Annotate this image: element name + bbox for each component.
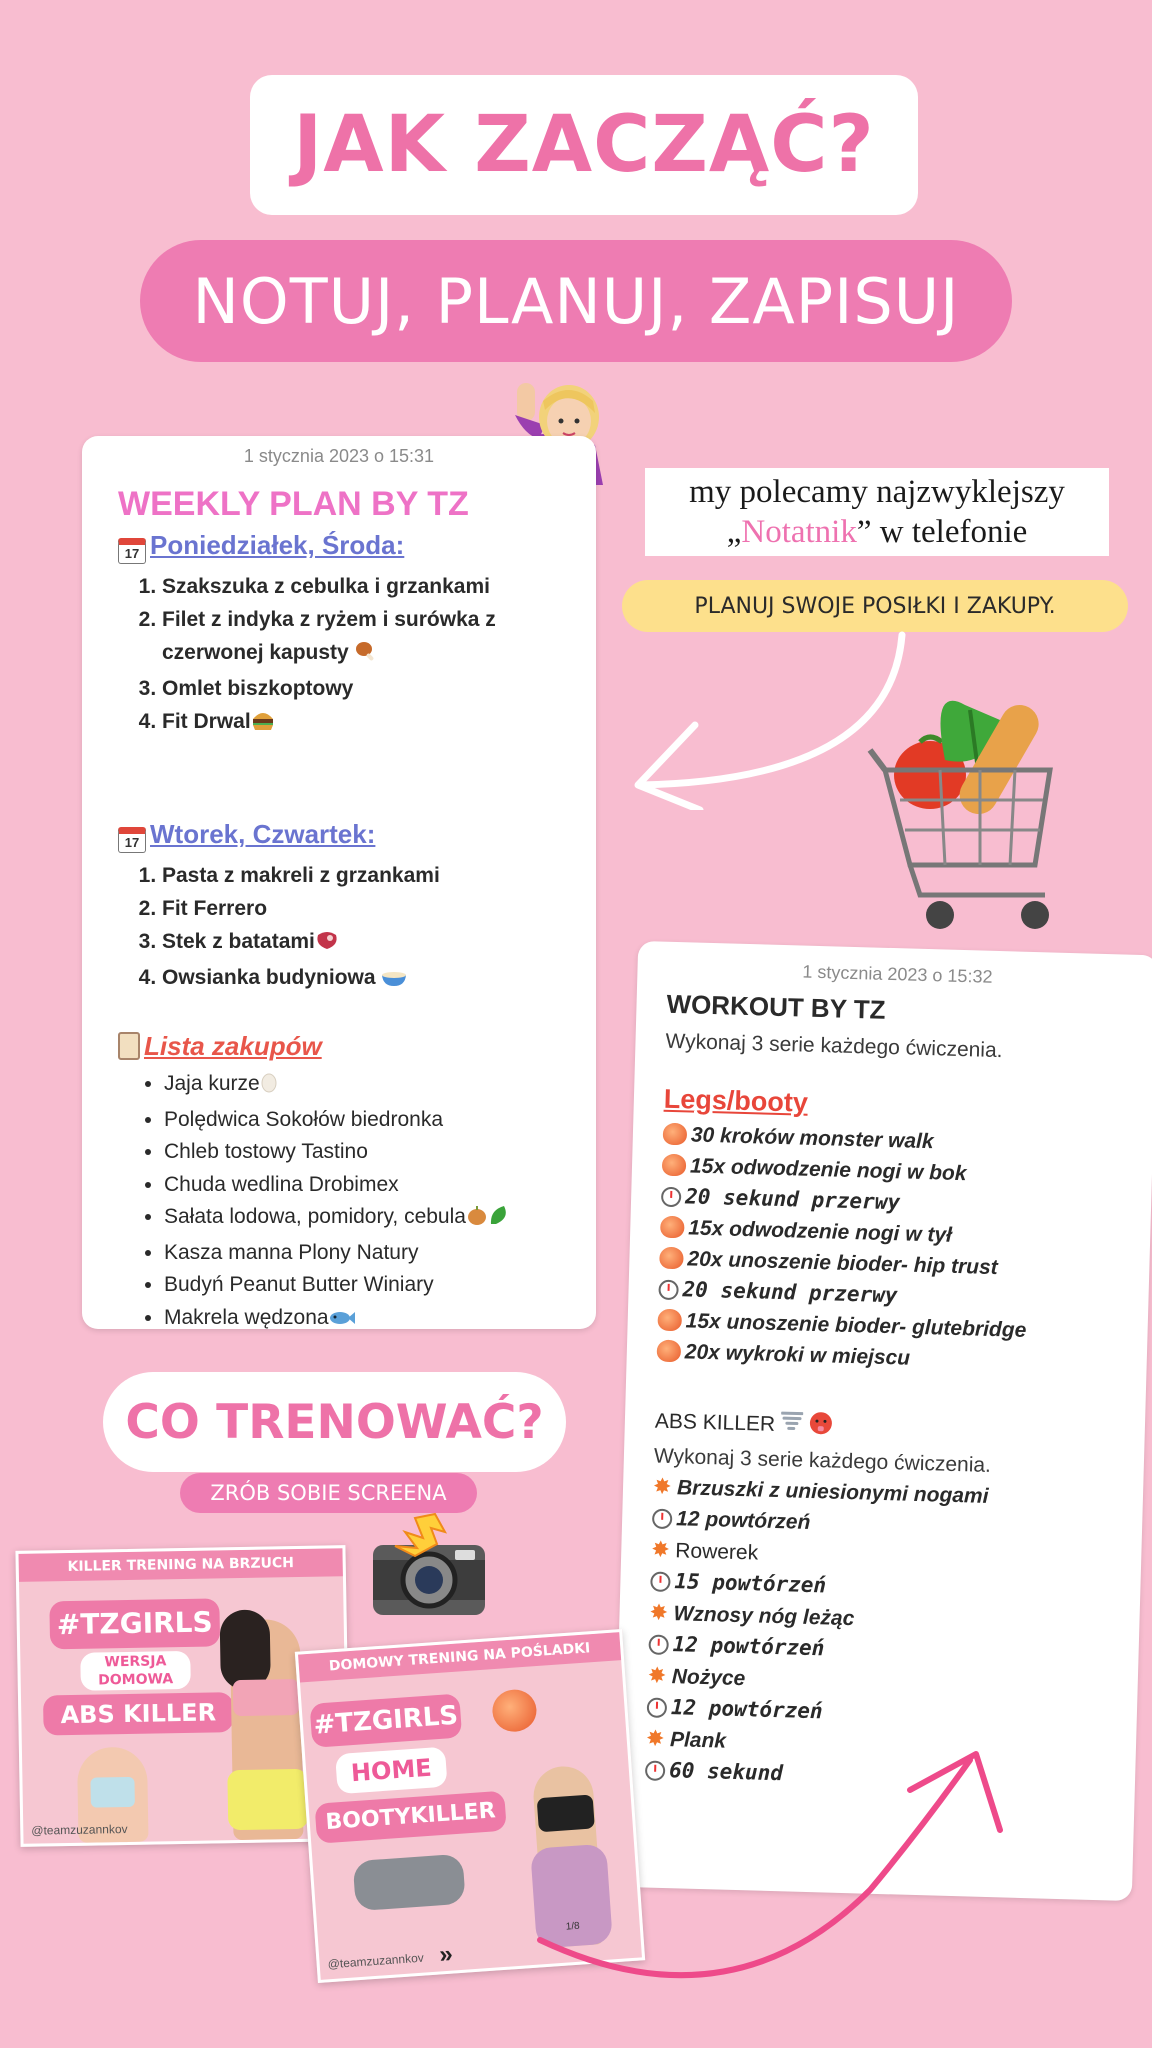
collision-icon: ✸ (645, 1725, 665, 1751)
abs-title-row (654, 1407, 1145, 1451)
collision-icon: ✸ (649, 1599, 669, 1626)
list-item: ✸ Wznosy nóg leżąc (649, 1597, 1140, 1643)
collision-icon: ✸ (647, 1662, 667, 1688)
workout-intro: Wykonaj 3 serie każdego ćwiczenia. (665, 1029, 1003, 1063)
notatnik-label: Notatnik (741, 514, 857, 550)
workout-title: WORKOUT BY TZ (666, 988, 886, 1025)
clipboard-icon (118, 1032, 140, 1060)
meals-list-1 (118, 570, 596, 741)
legs-title: Legs/booty (663, 1083, 809, 1118)
list-item: 1. Szakszuka z cebulka i grzankami (162, 570, 596, 603)
list-item: 15x odwodzenie nogi w bok (662, 1150, 1152, 1195)
shot2-handle: @teamzuzannkov (327, 1950, 425, 1972)
list-item: • Kasza manna Plony Natury (164, 1237, 596, 1270)
list-item: 3. Stek z batatami (162, 925, 596, 961)
list-item: 4. Owsianka budyniowa (162, 961, 596, 997)
peach-icon (491, 1688, 538, 1733)
timer-icon (650, 1572, 671, 1593)
peach-icon (663, 1123, 688, 1146)
chicken-leg-icon (355, 639, 377, 672)
shot1-top-label: KILLER TRENING NA BRZUCH (18, 1548, 342, 1582)
section-tue-thu (118, 819, 596, 853)
list-item: ✸ Plank (646, 1722, 1137, 1768)
workout-timestamp: 1 stycznia 2023 o 15:32 (802, 961, 993, 987)
section-mon-wed-label: Poniedziałek, Środa: (150, 530, 405, 560)
camera-flash-icon (365, 1510, 495, 1620)
abs-title: ABS KILLER (654, 1409, 776, 1436)
section-shopping (118, 1031, 596, 1062)
weekly-title: WEEKLY PLAN BY TZ (118, 485, 469, 523)
list-item: • Sałata lodowa, pomidory, cebula (164, 1201, 596, 1237)
hot-face-icon (808, 1411, 833, 1442)
shot1-handle: @teamzuzannkov (31, 1821, 128, 1838)
list-item: 15x unoszenie bioder- glutebridge (657, 1305, 1148, 1350)
list-item: 15x odwodzenie nogi w tył (660, 1212, 1151, 1257)
legs-list (656, 1119, 1152, 1381)
list-item: 20 sekund przerwy (661, 1181, 1152, 1226)
timer-icon (661, 1187, 682, 1208)
quote-open: „ (726, 514, 742, 550)
fish-icon (329, 1305, 355, 1338)
shopping-cart-icon (860, 680, 1060, 950)
list-item: 4. Fit Drwal (162, 705, 596, 741)
peach-icon (659, 1247, 684, 1270)
page-subtitle: NOTUJ, PLANUJ, ZAPISUJ (140, 240, 1012, 362)
timer-icon (647, 1697, 668, 1718)
list-item: ✸ Nożyce (647, 1659, 1138, 1705)
stopwatch-icon (652, 1509, 673, 1530)
collision-icon: ✸ (652, 1473, 672, 1500)
list-item: 20x unoszenie bioder- hip trust (659, 1243, 1150, 1288)
weekly-timestamp: 1 stycznia 2023 o 15:31 (243, 446, 435, 466)
steak-icon (315, 928, 339, 961)
list-item: • Chleb tostowy Tastino (164, 1136, 596, 1169)
notes-app-recommendation (645, 468, 1109, 556)
list-item: 3. Omlet biszkoptowy (162, 672, 596, 705)
section-shopping-label: Lista zakupów (144, 1031, 322, 1061)
list-item: ✸ Brzuszki z uniesionymi nogami (653, 1471, 1144, 1517)
recommendation-line2 (645, 512, 1109, 552)
burger-icon (251, 708, 275, 741)
section-tue-thu-label: Wtorek, Czwartek: (150, 819, 376, 849)
training-subtitle: ZRÓB SOBIE SCREENA (180, 1473, 477, 1513)
recommendation-line1: my polecamy najzwyklejszy (689, 474, 1065, 510)
person-kneeling-image (353, 1854, 466, 1912)
weekly-plan-note (82, 436, 596, 1329)
list-item: • Polędwica Sokołów biedronka (164, 1104, 596, 1137)
list-item: 2. Fit Ferrero (162, 892, 596, 925)
egg-icon (260, 1071, 278, 1104)
list-item: 30 kroków monster walk (662, 1119, 1152, 1164)
meals-list-2 (118, 859, 596, 997)
shopping-list (118, 1068, 596, 1337)
list-item: 12 powtórzeń (648, 1628, 1139, 1673)
hair-image (220, 1609, 271, 1690)
list-item: 12 powtórzeń (652, 1503, 1143, 1548)
list-item: 15 powtórzeń (650, 1566, 1141, 1611)
list-item: 60 sekund (645, 1754, 1136, 1799)
plan-meals-banner: PLANUJ SWOJE POSIŁKI I ZAKUPY. (622, 580, 1128, 632)
curved-arrow-up-icon (530, 1740, 1030, 1980)
list-item: 2. Filet z indyka z ryżem i surówka z czerwonej kapusty (162, 603, 596, 672)
quote-close: ” (856, 514, 872, 550)
list-item: • Chuda wedlina Drobimex (164, 1169, 596, 1202)
peach-icon (657, 1340, 682, 1363)
pink-top-image (233, 1679, 300, 1716)
shot2-page: 1/8 (565, 1920, 581, 1933)
shot1-version: WERSJA DOMOWA (80, 1651, 191, 1691)
calendar-icon: 17 (118, 827, 146, 853)
abs-intro: Wykonaj 3 serie każdego ćwiczenia. (653, 1444, 992, 1477)
bowl-icon (381, 964, 407, 997)
training-title: CO TRENOWAĆ? (103, 1372, 566, 1472)
shot2-top-label: DOMOWY TRENING NA POŚLADKI (298, 1632, 621, 1682)
list-item: 20x wykroki w miejscu (656, 1336, 1147, 1381)
leafy-green-icon (488, 1204, 510, 1237)
timer-icon (648, 1634, 669, 1655)
shot1-name: ABS KILLER (43, 1692, 234, 1735)
calendar-icon: 17 (118, 538, 146, 564)
onion-icon (466, 1204, 488, 1237)
shot2-tag: #TZGIRLS (309, 1693, 462, 1747)
list-item: ✸ Rowerek (651, 1534, 1142, 1580)
double-chevron-right-icon: » (438, 1940, 454, 1969)
timer-icon (658, 1280, 679, 1301)
yellow-shorts-image (227, 1769, 308, 1830)
shot2-name: BOOTYKILLER (314, 1791, 506, 1844)
list-item: • Jaja kurze (164, 1068, 596, 1104)
shot1-tag: #TZGIRLS (49, 1598, 220, 1649)
peach-icon (657, 1309, 682, 1332)
tornado-icon (781, 1410, 804, 1441)
peach-icon (660, 1216, 685, 1239)
shot2-home: HOME (335, 1747, 448, 1795)
list-item: 20 sekund przerwy (658, 1274, 1149, 1319)
sports-top-image (90, 1777, 135, 1808)
peach-icon (662, 1154, 687, 1177)
page-title: JAK ZACZĄĆ? (250, 75, 918, 215)
collision-icon: ✸ (650, 1536, 671, 1563)
list-item: • Makrela wędzona (164, 1302, 596, 1338)
list-item: 1. Pasta z makreli z grzankami (162, 859, 596, 892)
recommendation-line2-rest: w telefonie (879, 514, 1028, 550)
section-mon-wed (118, 530, 596, 564)
list-item: • Budyń Peanut Butter Winiary (164, 1269, 596, 1302)
list-item: 12 powtórzeń (646, 1691, 1137, 1736)
